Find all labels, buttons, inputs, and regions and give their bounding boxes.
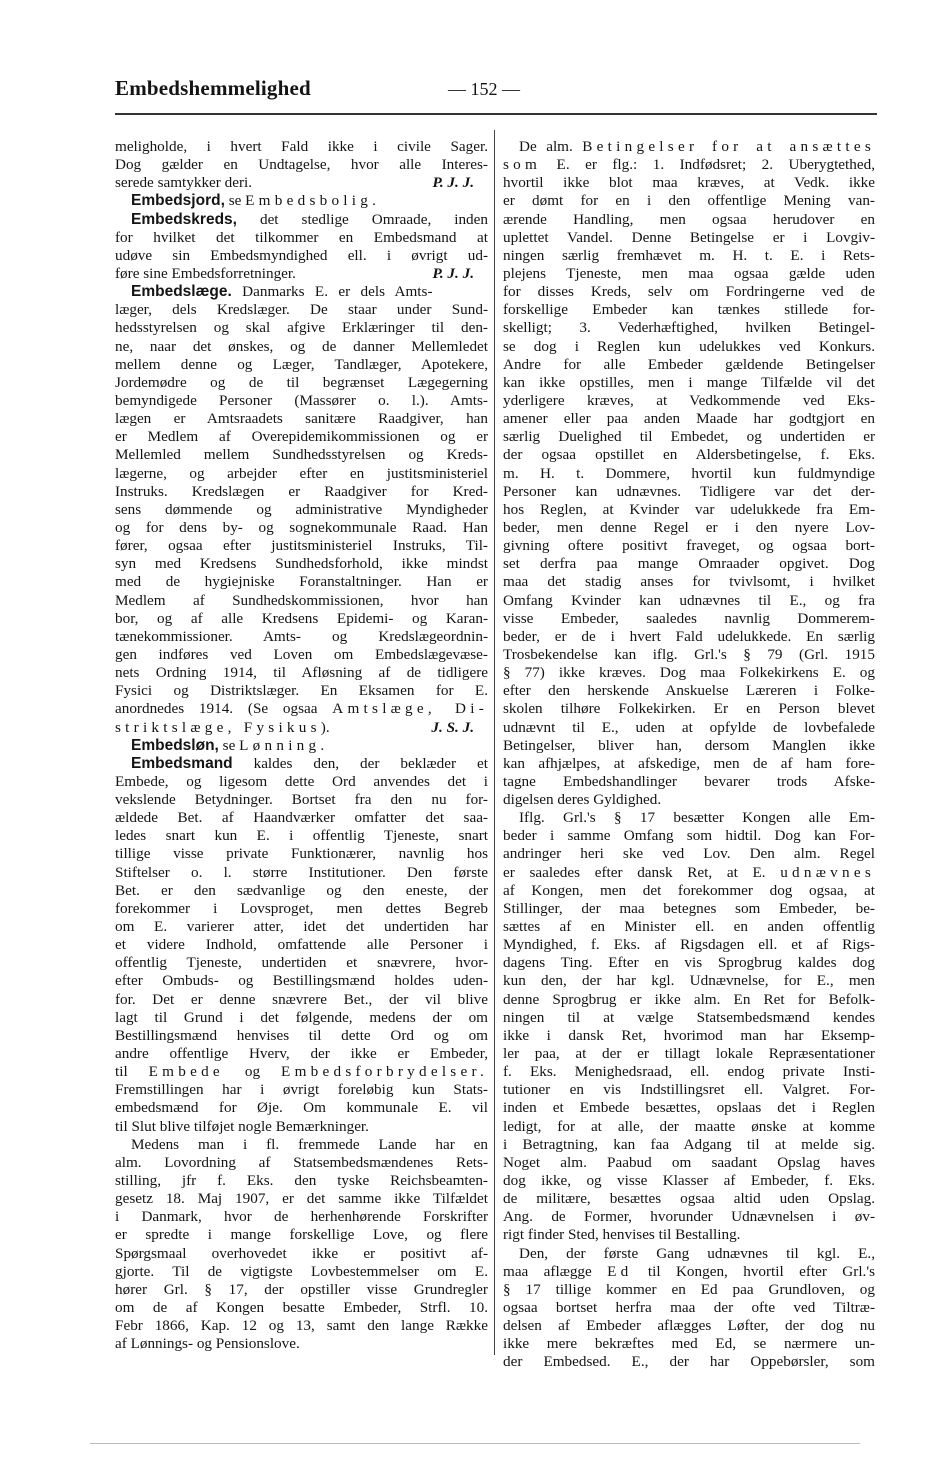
text-run: Ang. de Former, hvorunder Udnævnelsen i øv- [503,1208,875,1226]
text-line [503,1136,875,1154]
text-run: ledes snart kun E. i offentlig Tjeneste, snart [115,827,488,845]
text-run: gesetz 18. Maj 1907, er det samme ikke Tilfældet [115,1190,488,1208]
text-run: bemyndigede Personer (Massører o. l.). Amts- [115,391,488,409]
text-run: anordnedes 1914. (Se ogsaa [115,700,333,718]
text-line [115,483,488,501]
text-line [115,791,488,809]
text-run: se dog i Reglen kun udelukkes ved Konkurs. [503,337,875,355]
text-run: beder, men denne Regel er i den nyere Lov- [503,518,875,536]
text-run: efter den herskende Anskuelse Læreren i Folke- [503,682,875,700]
text-run: Andre for alle Embeder gældende Betingelser [503,355,875,373]
text-line [503,646,875,664]
text-run: stilling, jfr f. Eks. den tyske Reichsbeamten- [115,1172,488,1190]
text-line [503,1353,875,1371]
text-line [503,1118,875,1136]
text-line [115,918,488,936]
text-run: Instruks. Kredslægen er Raadgiver for Kred- [115,482,488,500]
text-run: Den, der første Gang udnævnes til kgl. E., [519,1244,875,1262]
text-run: Noget alm. Paabud om saadant Opslag haves [503,1153,875,1171]
text-run: forskellige Embeder kan tænkes stillede for- [503,301,875,319]
text-run: om E. varierer atter, idet det undertiden har [115,918,488,936]
text-line [115,1263,488,1281]
text-line [503,537,875,555]
text-run: maa det stadig anses for tvivlsomt, i hvilket [503,573,875,591]
text-run: sættes af en Minister ell. en anden offentlig [503,918,875,936]
text-run: skolen tilhøre Folkekirken. Er en Person blevet [503,700,875,718]
text-line [115,1063,488,1081]
text-line [115,247,488,265]
text-line [503,1172,875,1190]
text-run: denne Sprogbrug er ikke alm. En Ret for Befolk- [503,990,875,1008]
text-run: forekommer i Lovsproget, men dettes Begreb [115,899,488,917]
text-run: m. H. t. Dommere, hvortil kun fuldmyndige [503,464,875,482]
text-line [115,1099,488,1117]
text-run: efter Ombuds- og Bestillingsmænd holdes uden- [115,972,488,990]
text-line [115,882,488,900]
text-line [503,918,875,936]
text-run: bor, og af alle Kredsens Epidemi- og Karan- [115,609,488,627]
text-run: syn med Kredsens Sundhedsforhold, ikke mindst [115,555,488,573]
text-run: Stiftelser o. l. større Institutioner. Den første [115,863,488,881]
text-line [503,972,875,990]
text-line [115,755,488,773]
text-line [115,1226,488,1244]
text-line [503,211,875,229]
text-run: serede samtykker deri. [115,174,253,192]
text-line [115,809,488,827]
text-run: fører, ogsaa efter justitsministeriel Instruks, Til- [115,537,488,555]
text-line [503,1263,875,1281]
text-line [503,954,875,972]
author-signature: J. S. J. [431,718,474,736]
text-run: alm. Lovordning af Statsembedsmændenes Rets- [115,1153,488,1171]
text-run: ningen særlig fremhævet m. H. t. E. i Rets- [503,246,875,264]
text-run: Bestillingsmænd henvises til dette Ord og om [115,1026,488,1044]
text-line [503,719,875,737]
text-line [115,319,488,337]
text-run: § 17 tillige kommer en Ed paa Grundloven, og [503,1280,875,1298]
text-line [115,229,488,247]
text-run: særlig Duelighed til Embedet, og undertiden er [503,428,875,446]
cross-reference: Embedsforbrydelser. [281,1063,488,1081]
text-line [503,700,875,718]
text-line [115,864,488,882]
text-line [115,682,488,700]
text-line [503,410,875,428]
text-line [115,1045,488,1063]
text-line [503,1154,875,1172]
text-run: udøve sin Embedsmyndighed ell. i øvrigt ud- [115,246,488,264]
text-line [503,628,875,646]
text-run: mellem denne og Læger, Tandlæger, Apotekere, [115,355,488,373]
cross-reference: som [503,156,542,174]
text-run: tagne Embedshandlinger bevarer trods Afske- [503,772,875,790]
text-run: digelsen deres Gyldighed. [503,791,662,809]
text-line [503,1245,875,1263]
text-line [115,719,488,737]
cross-reference: Amtslæge, Di- [332,700,489,718]
text-run: beder, er de i hvert Fald udelukkede. En særlig [503,627,875,645]
text-run: der ogsaa opstillet en Aldersbetingelse, f. Eks. [503,446,875,464]
text-run: De alm. [519,138,583,155]
text-line [503,755,875,773]
text-run: ikke i dansk Ret, hvorimod man har Eksemp- [503,1026,875,1044]
text-run: Fremstillingen har i øvrigt foreløbig kun Stats- [115,1081,488,1099]
text-line [115,138,488,156]
text-run: uplettet Vandel. Denne Betingelse er i Lovgiv- [503,228,875,246]
text-line [115,845,488,863]
text-run: Iflg. Grl.'s § 17 besætter Kongen alle Em- [519,809,875,827]
text-line [115,737,488,755]
text-line [115,1190,488,1208]
text-line [115,211,488,229]
text-line [115,700,488,718]
text-line [503,1009,875,1027]
cross-reference: Embede [148,1063,224,1081]
text-line [503,1190,875,1208]
text-run: Dog gælder en Undtagelse, hvor alle Interes- [115,156,488,174]
text-line [115,283,488,301]
text-line [503,845,875,863]
text-run: Stillinger, der maa betegnes som Embeder, be- [503,899,875,917]
text-run: føre sine Embedsforretninger. [115,264,296,282]
text-line [503,664,875,682]
cross-reference: striktslæge, Fysikus [115,718,321,736]
text-run: givning oftere positivt fraveget, og ogsaa bort- [503,537,875,555]
text-line [503,1226,875,1244]
text-line [503,610,875,628]
text-line [115,265,488,283]
text-line [503,1335,875,1353]
text-line [115,1136,488,1154]
text-line [115,991,488,1009]
text-line [115,428,488,446]
text-run: Betingelser, bliver han, dersom Manglen ikke [503,736,875,754]
entry-headword: Embedsjord, [131,192,225,210]
text-line [503,519,875,537]
text-run: gjorte. Til de vigtigste Lovbestemmelser om E. [115,1262,488,1280]
text-run: et videre Indhold, omfattende alle Personer i [115,936,488,954]
text-line [503,1045,875,1063]
text-line [115,1299,488,1317]
text-run: ningen til at vælge Statsembedsmænd kendes [503,1008,875,1026]
text-run: Jordemødre og de til begrænset Lægegerning [115,373,488,391]
text-line [115,1281,488,1299]
text-run: embedsmænd for Øje. Om kommunale E. vil [115,1099,488,1117]
text-line [503,301,875,319]
text-run: til Kongen, hvortil efter Grl.'s [632,1262,875,1280]
text-line [115,1154,488,1172]
text-line [115,537,488,555]
text-line [503,882,875,900]
entry-headword: Embedslæge. [131,283,232,301]
entry-headword: Embedsløn, [131,736,219,754]
text-run: Spørgsmaal overhovedet ikke er positivt af- [115,1244,488,1262]
text-line [115,610,488,628]
text-line [115,465,488,483]
text-line [115,773,488,791]
text-line [503,338,875,356]
entry-headword: Embedskreds, [131,210,237,228]
text-run: E. er flg.: 1. Indfødsret; 2. Uberygtethed, [541,156,875,174]
text-run: Medens man i fl. fremmede Lande har en [131,1135,488,1153]
text-run: ikke mere bekræftes med Ed, se nærmere un- [503,1335,875,1353]
text-line [503,319,875,337]
text-run: hvortil ikke blot maa kræves, at Vedk. ikke [503,174,875,192]
entry-headword: Embedsmand [131,754,233,772]
text-run: med de hygiejniske Foranstaltninger. Han er [115,573,488,591]
text-run: det stedlige Omraade, inden [236,210,488,228]
column-divider [494,130,495,1355]
text-run: for. Det er denne snævrere Bet., der vil blive [115,990,488,1008]
text-line [503,1299,875,1317]
text-line [503,501,875,519]
text-run: § 77) ikke kræves. Dog maa Folkekirkens E. og [503,664,875,682]
text-run: af Lønnings- og Pensionslove. [115,1335,300,1353]
cross-reference: Ed [607,1262,633,1280]
text-line [503,156,875,174]
text-line [503,682,875,700]
text-run: der Embedsed. E., der har Oppebørsler, som [503,1353,875,1371]
text-run: kun den, der har kgl. Udnævnelse, for E., men [503,972,875,990]
text-run: yderligere kræves, at Vedkommende ved Eks- [503,391,875,409]
text-run: til [115,1063,149,1081]
text-run: gen indføres ved Loven om Embedslægevæse- [115,645,488,663]
text-run: skelligt; 3. Vederhæftighed, hvilken Betingel- [503,319,875,337]
text-run: beder i samme Omfang som hidtil. Dog kan For- [503,827,875,845]
text-run: i Danmark, hvor de herhenhørende Forskrifter [115,1208,488,1226]
text-line [115,301,488,319]
text-line [115,936,488,954]
text-line [115,646,488,664]
text-run: tutioner en vis Indstillingsret ell. Valgret. For- [503,1081,875,1099]
text-line [503,1208,875,1226]
text-run: tænekommissioner. Amts- og Kredslægeordnin- [115,627,488,645]
text-line [115,1245,488,1263]
text-line [115,501,488,519]
text-run: tillige visse private Funktionærer, navnlig hos [115,845,488,863]
text-line [503,356,875,374]
text-run: ler paa, at der er tillagt lokale Repræsentationer [503,1045,875,1063]
text-run: plejens Tjeneste, men maa ogsaa gælde uden [503,264,875,282]
text-run: Myndighed, f. Eks. af Rigsdagen ell. et af Rigs- [503,936,875,954]
text-run: Bet. er den sædvanlige og den eneste, der [115,881,488,899]
text-run: vekslende Betydninger. Bortset fra den nu for- [115,791,488,809]
text-run: delsen af Embeder aflægges Løfter, der dog nu [503,1317,875,1335]
text-line [503,483,875,501]
text-line [503,809,875,827]
text-line [503,827,875,845]
text-line [503,555,875,573]
text-line [503,283,875,301]
text-line [503,465,875,483]
text-run: visse Embeder, saaledes navnlig Dommerem- [503,609,875,627]
text-line [503,392,875,410]
text-line [115,592,488,610]
text-run: ærende Handling, men ogsaa herudover en [503,210,875,228]
text-run: amener eller paa anden Maade har godtgjort en [503,410,875,428]
text-run: i Betragtning, kan faa Adgang til at melde sig. [503,1135,875,1153]
text-run: udnævnt til E., uden at opfylde de lovbefalede [503,718,875,736]
text-line [115,972,488,990]
text-run: til Slut blive tilføjet nogle Bemærkninger. [115,1117,369,1135]
text-run: Mellemled mellem Sundhedsstyrelsen og Kreds- [115,446,488,464]
text-line [503,428,875,446]
text-run: offentlig Tjeneste, undertiden et snævrere, hvor- [115,954,488,972]
cross-reference: Betingelser for at ansættes [582,138,875,155]
text-line [115,338,488,356]
text-line [115,1335,488,1353]
text-line [115,446,488,464]
text-run: se [224,192,246,210]
text-line [115,555,488,573]
text-run: om de af Kongen besatte Embeder, Strfl. 10. [115,1299,488,1316]
text-line [115,392,488,410]
text-run: Medlem af Sundhedskommissionen, hvor han [115,591,488,609]
text-run: Danmarks E. er dels Amts- [231,283,433,301]
text-run: hører Grl. § 17, der opstiller visse Grundregler [115,1280,488,1298]
text-run: for hvilket det tilkommer en Embedsmand at [115,228,488,246]
text-line [115,1081,488,1099]
text-run: ). [320,718,330,736]
text-run: ledigt, for at alle, der maatte ønske at komme [503,1117,875,1135]
text-run: lagt til Grund i det følgende, medens der om [115,1008,488,1026]
text-line [115,174,488,192]
text-run: kan ikke opstilles, men i mange Tilfælde vil det [503,373,875,391]
text-line [503,174,875,192]
text-line [115,664,488,682]
text-run: dog ikke, og visse Klasser af Embeder, f. Eks. [503,1172,875,1190]
text-run: er Medlem af Overepidemikommissionen og er [115,428,488,446]
text-line [503,737,875,755]
text-run: nets Ordning 1914, til Afløsning af de tidligere [115,664,488,682]
text-line [503,791,875,809]
text-run: sens dømmende og administrative Myndigheder [115,500,488,518]
text-run: kaldes den, der beklæder et [232,754,488,772]
text-line [503,1099,875,1117]
text-line [115,1208,488,1226]
text-run: de militære, besættes ogsaa altid uden Opslag. [503,1190,875,1208]
left-column [115,138,488,1353]
text-line [115,374,488,392]
text-line [115,410,488,428]
text-line [503,991,875,1009]
text-run: se [218,736,240,754]
cross-reference: Lønning. [239,736,329,754]
text-line [503,1281,875,1299]
page-number: — 152 — [448,79,520,99]
text-run: hos Reglen, at Kvinder var udelukkede fra Em- [503,500,875,518]
text-run: lægerne, og arbejder efter en justitsministeriel [115,464,488,482]
author-signature: P. J. J. [432,174,474,192]
text-run: for disses Kreds, selv om Fordringerne ved de [503,283,875,301]
text-line [503,900,875,918]
text-run: dagens Ting. Efter en vis Sprogbrug kaldes dog [503,954,875,972]
text-run: Personer kan udnævnes. Tidligere var det der- [503,482,875,500]
text-line [503,229,875,247]
text-run: rigt finder Sted, henvises til Bestalling. [503,1226,741,1244]
text-run: ne, naar det ønskes, og de danner Mellemledet [115,337,488,355]
text-run: Embede, og ligesom dette Ord anvendes det i [115,772,488,790]
text-run: og [223,1063,282,1081]
text-line [503,592,875,610]
text-line [115,1118,488,1136]
running-head-title: Embedshemmelighed [115,76,311,100]
text-line [503,1081,875,1099]
text-line [115,628,488,646]
text-line [115,1009,488,1027]
right-column [503,138,875,1372]
text-line [115,192,488,210]
text-run: Febr 1866, Kap. 12 og 13, samt den lange Række [115,1317,488,1335]
text-run: ogsaa bortset herfra maa der ofte ved Tiltræ- [503,1299,875,1316]
text-run: ældede Bet. af Haandværker omfatter det saa- [115,809,488,827]
text-run: maa aflægge [503,1262,608,1280]
text-line [503,192,875,210]
text-line [503,773,875,791]
text-line [503,374,875,392]
author-signature: P. J. J. [432,264,474,282]
text-run: inden et Embede besættes, opslaas det i Reglen [503,1099,875,1117]
text-line [503,446,875,464]
text-run: set derfra paa mange Omraader opgivet. Dog [503,555,875,573]
text-line [503,1027,875,1045]
text-line [115,573,488,591]
cross-reference: udnævnes [780,863,875,881]
text-line [503,138,875,156]
text-line [503,936,875,954]
text-run: Fysici og Distriktslæger. En Eksamen for E. [115,682,488,700]
text-line [503,265,875,283]
text-run: af Kongen, men det forekommer dog ogsaa, at [503,881,875,899]
header-rule [115,113,877,115]
text-line [115,1317,488,1335]
text-run: hedsstyrelsen og skal afgive Erklæringer til den- [115,319,488,337]
text-line [115,519,488,537]
cross-reference: Embedsbolig. [245,192,381,210]
text-run: Omfang Kvinder kan udnævnes til E., og fra [503,591,875,609]
text-line [503,1317,875,1335]
page-edge-line [90,1443,860,1444]
text-run: er saaledes efter dansk Ret, at E. [503,863,781,881]
text-run: lægen er Amtsraadets sanitære Raadgiver, han [115,410,488,428]
text-line [503,247,875,265]
text-line [115,356,488,374]
text-run: er dømt for en i den offentlige Mening van- [503,192,875,210]
text-run: og for dens by- og sognekommunale Raad. Han [115,518,488,536]
text-line [115,900,488,918]
text-line [115,1027,488,1045]
text-line [503,573,875,591]
text-line [115,156,488,174]
text-line [503,864,875,882]
text-run: f. Eks. Menighedsraad, ell. endog private Insti- [503,1063,875,1081]
text-line [503,1063,875,1081]
text-run: Trosbekendelse kan iflg. Grl.'s § 79 (Grl. 1915 [503,645,875,663]
text-line [115,954,488,972]
text-line [115,1172,488,1190]
text-run: andringer heri ske ved Lov. Den alm. Regel [503,845,875,863]
text-run: læger, dels Kredslæger. De staar under Sund- [115,301,488,319]
text-run: andre offentlige Hverv, der ikke er Embeder, [115,1045,488,1063]
text-line [115,827,488,845]
text-run: kan afhjælpes, at afskedige, men de af ham fore- [503,754,875,772]
text-run: meligholde, i hvert Fald ikke i civile Sager. [115,138,488,155]
text-run: er spredte i mange forskellige Love, og flere [115,1226,488,1244]
